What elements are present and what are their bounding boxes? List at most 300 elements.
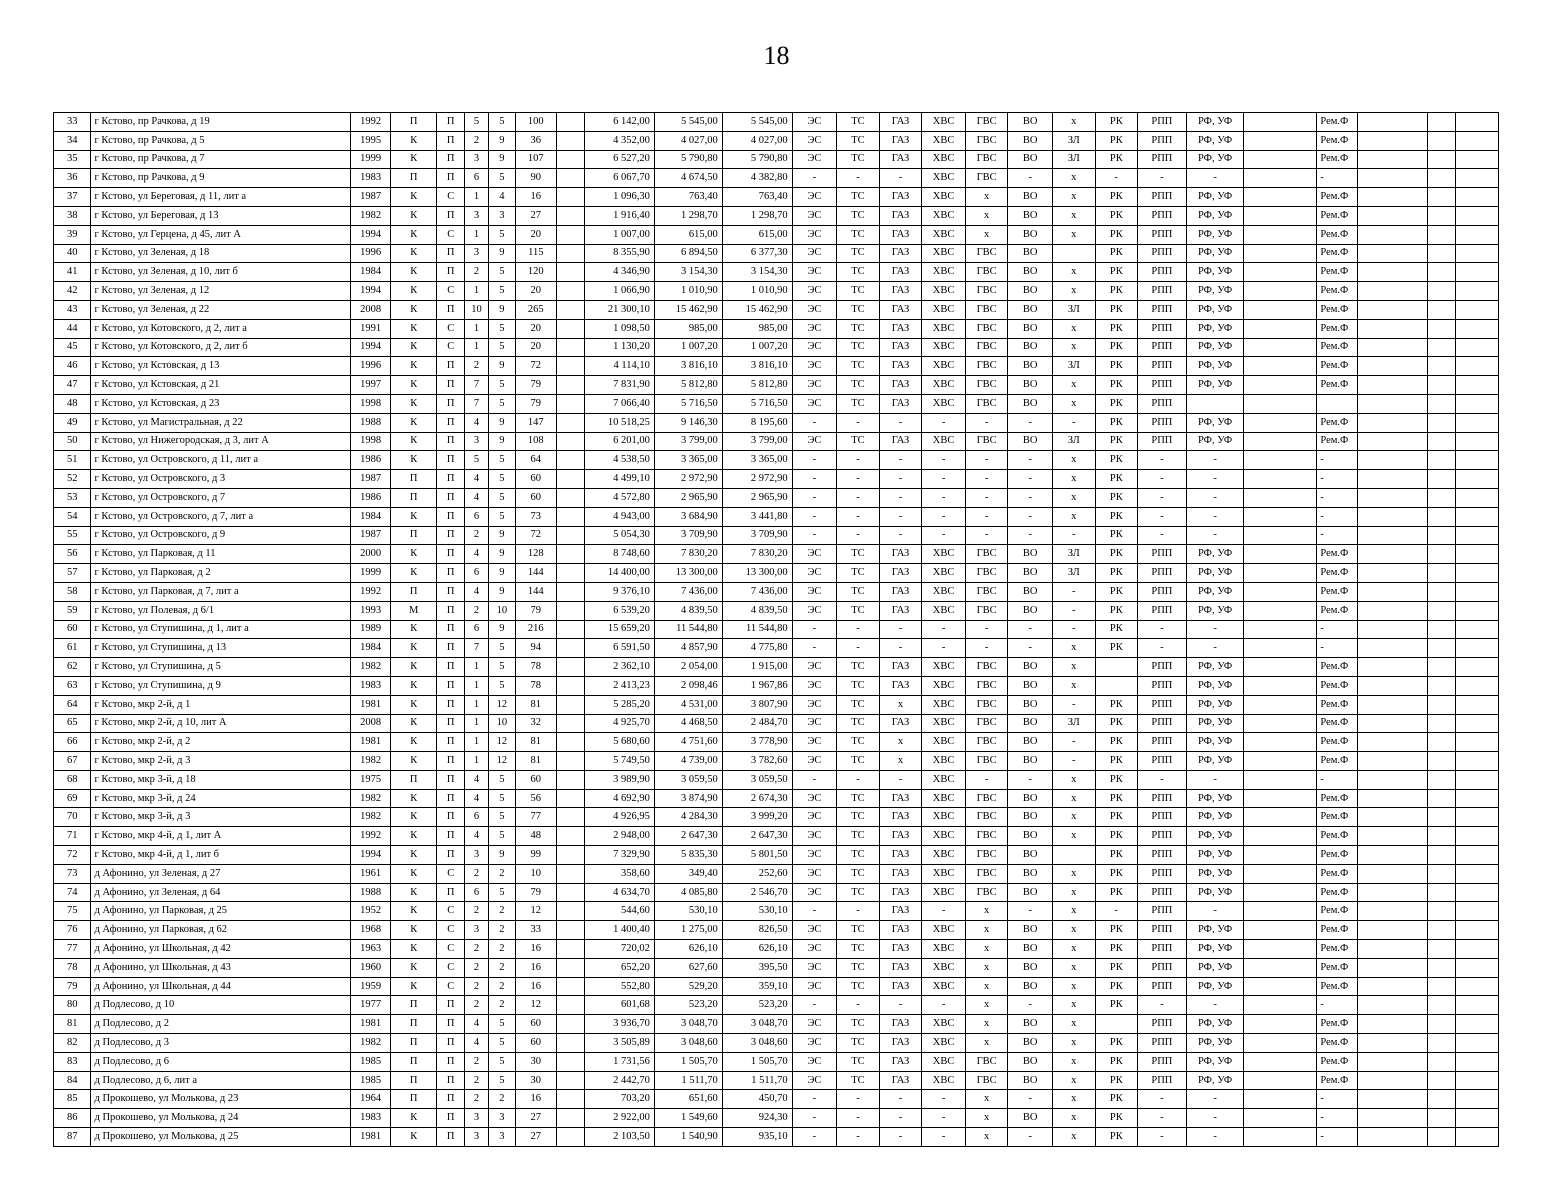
- cell-repair-fund: Рем.Ф: [1317, 846, 1358, 865]
- cell-blank-column-5: [1456, 470, 1499, 489]
- cell-blank-column-5: [1456, 1034, 1499, 1053]
- cell-blank-column-5: [1456, 883, 1499, 902]
- cell-electricity: ЭС: [792, 752, 837, 771]
- cell-facade-repair: -: [1186, 526, 1244, 545]
- cell-electricity: ЭС: [792, 564, 837, 583]
- cell-blank-column-4: [1427, 564, 1455, 583]
- cell-repair-fund: Рем.Ф: [1317, 338, 1358, 357]
- cell-facade-repair: РФ, УФ: [1186, 225, 1244, 244]
- cell-gas: ГАЗ: [879, 282, 922, 301]
- cell-living-area: 1 511,70: [654, 1071, 722, 1090]
- cell-row-number: 41: [54, 263, 91, 282]
- cell-sewerage: ВО: [1008, 545, 1053, 564]
- cell-structure-type-code: П: [437, 676, 465, 695]
- cell-repair-fund: Рем.Ф: [1317, 808, 1358, 827]
- cell-entrances-count: 3: [465, 921, 488, 940]
- cell-apartments-count: 60: [516, 770, 557, 789]
- cell-blank-column-3: [1357, 169, 1427, 188]
- cell-address: г Кстово, мкр 2-й, д 3: [91, 752, 350, 771]
- cell-address: г Кстово, ул Нижегородская, д 3, лит А: [91, 432, 350, 451]
- cell-facade-repair: РФ, УФ: [1186, 958, 1244, 977]
- cell-hot-water: х: [965, 977, 1008, 996]
- cell-address: г Кстово, ул Зеленая, д 10, лит б: [91, 263, 350, 282]
- cell-roof-repair: РК: [1095, 357, 1138, 376]
- cell-heating: -: [837, 169, 880, 188]
- cell-facade-repair: -: [1186, 507, 1244, 526]
- cell-cold-water: -: [922, 526, 966, 545]
- cell-living-area: 5 545,00: [654, 113, 722, 132]
- cell-repair-plan: РПП: [1138, 940, 1187, 959]
- cell-blank-column-4: [1427, 300, 1455, 319]
- cell-blank-column: [556, 864, 584, 883]
- cell-residential-area: 5 812,80: [722, 376, 792, 395]
- cell-gas: -: [879, 470, 922, 489]
- cell-heating: ТС: [837, 113, 880, 132]
- cell-facade-repair: РФ, УФ: [1186, 714, 1244, 733]
- cell-living-area: 1 275,00: [654, 921, 722, 940]
- cell-address: г Кстово, ул Кстовская, д 13: [91, 357, 350, 376]
- cell-structure-type-code: С: [437, 921, 465, 940]
- cell-sewerage: ВО: [1008, 958, 1053, 977]
- cell-repair-fund: -: [1317, 1128, 1358, 1147]
- cell-electricity: ЭС: [792, 188, 837, 207]
- cell-sewerage: -: [1008, 488, 1053, 507]
- cell-facade-repair: РФ, УФ: [1186, 206, 1244, 225]
- cell-address: г Кстово, ул Ступишина, д 5: [91, 658, 350, 677]
- cell-address: г Кстово, ул Береговая, д 11, лит а: [91, 188, 350, 207]
- cell-address: г Кстово, ул Кстовская, д 23: [91, 394, 350, 413]
- cell-gas: ГАЗ: [879, 827, 922, 846]
- cell-gas: ГАЗ: [879, 902, 922, 921]
- cell-entrances-count: 7: [465, 639, 488, 658]
- cell-roof-repair: -: [1095, 902, 1138, 921]
- cell-blank-column: [556, 282, 584, 301]
- cell-blank-column: [556, 113, 584, 132]
- cell-blank-column: [556, 1128, 584, 1147]
- cell-electricity: ЭС: [792, 319, 837, 338]
- cell-hot-water: х: [965, 1090, 1008, 1109]
- cell-living-area: 1 298,70: [654, 206, 722, 225]
- cell-blank-column-4: [1427, 827, 1455, 846]
- table-row: [54, 864, 1499, 883]
- cell-wall-material-code: К: [391, 714, 437, 733]
- cell-blank-column-3: [1357, 263, 1427, 282]
- cell-total-area: 3 989,90: [584, 770, 654, 789]
- cell-row-number: 40: [54, 244, 91, 263]
- cell-blank-column-3: [1357, 902, 1427, 921]
- cell-blank-column-3: [1357, 752, 1427, 771]
- cell-structure-type-code: П: [437, 394, 465, 413]
- cell-heating: -: [837, 1128, 880, 1147]
- cell-cold-water: -: [922, 470, 966, 489]
- cell-structure-type-code: С: [437, 864, 465, 883]
- cell-blank-column: [556, 752, 584, 771]
- table-row: [54, 695, 1499, 714]
- cell-floors-count: 5: [488, 451, 515, 470]
- cell-apartments-count: 265: [516, 300, 557, 319]
- cell-roof-repair: РК: [1095, 263, 1138, 282]
- cell-blank-column-5: [1456, 902, 1499, 921]
- cell-entrances-count: 6: [465, 883, 488, 902]
- cell-total-area: 3 936,70: [584, 1015, 654, 1034]
- cell-entrances-count: 2: [465, 601, 488, 620]
- cell-repair-plan: РПП: [1138, 244, 1187, 263]
- cell-living-area: 1 549,60: [654, 1109, 722, 1128]
- cell-repair-fund: Рем.Ф: [1317, 131, 1358, 150]
- cell-residential-area: 8 195,60: [722, 413, 792, 432]
- cell-sewerage: ВО: [1008, 394, 1053, 413]
- cell-hot-water: ГВС: [965, 676, 1008, 695]
- cell-electricity: ЭС: [792, 113, 837, 132]
- cell-repair-plan: РПП: [1138, 282, 1187, 301]
- cell-blank-column-2: [1244, 413, 1317, 432]
- cell-roof-repair: РК: [1095, 1034, 1138, 1053]
- cell-electricity: ЭС: [792, 827, 837, 846]
- cell-floors-count: 5: [488, 883, 515, 902]
- cell-blank-column-2: [1244, 1034, 1317, 1053]
- cell-living-area: 9 146,30: [654, 413, 722, 432]
- cell-heating: ТС: [837, 601, 880, 620]
- cell-blank-column-3: [1357, 940, 1427, 959]
- table-row: [54, 1128, 1499, 1147]
- cell-sewerage: ВО: [1008, 695, 1053, 714]
- cell-heating: ТС: [837, 188, 880, 207]
- cell-apartments-count: 79: [516, 376, 557, 395]
- cell-sewerage: ВО: [1008, 300, 1053, 319]
- cell-repair-fund: -: [1317, 1109, 1358, 1128]
- cell-year-built: 1952: [350, 902, 391, 921]
- cell-wall-material-code: К: [391, 263, 437, 282]
- cell-blank-column: [556, 676, 584, 695]
- cell-chute: х: [1052, 883, 1095, 902]
- cell-gas: ГАЗ: [879, 113, 922, 132]
- cell-electricity: -: [792, 169, 837, 188]
- cell-year-built: 1959: [350, 977, 391, 996]
- cell-residential-area: 5 801,50: [722, 846, 792, 865]
- cell-roof-repair: РК: [1095, 488, 1138, 507]
- cell-blank-column-5: [1456, 564, 1499, 583]
- cell-cold-water: ХВС: [922, 770, 966, 789]
- table-row: [54, 658, 1499, 677]
- cell-repair-fund: Рем.Ф: [1317, 244, 1358, 263]
- cell-chute: х: [1052, 770, 1095, 789]
- cell-living-area: 13 300,00: [654, 564, 722, 583]
- cell-hot-water: ГВС: [965, 883, 1008, 902]
- cell-repair-fund: Рем.Ф: [1317, 1052, 1358, 1071]
- cell-blank-column-4: [1427, 601, 1455, 620]
- cell-chute: х: [1052, 1090, 1095, 1109]
- cell-chute: ЗЛ: [1052, 300, 1095, 319]
- cell-blank-column-5: [1456, 582, 1499, 601]
- cell-structure-type-code: П: [437, 357, 465, 376]
- cell-repair-plan: РПП: [1138, 714, 1187, 733]
- cell-gas: -: [879, 413, 922, 432]
- cell-hot-water: ГВС: [965, 338, 1008, 357]
- cell-floors-count: 3: [488, 1109, 515, 1128]
- table-row: [54, 1034, 1499, 1053]
- cell-address: г Кстово, пр Рачкова, д 19: [91, 113, 350, 132]
- table-row: [54, 620, 1499, 639]
- cell-repair-fund: Рем.Ф: [1317, 582, 1358, 601]
- cell-structure-type-code: П: [437, 113, 465, 132]
- cell-repair-fund: -: [1317, 470, 1358, 489]
- cell-apartments-count: 30: [516, 1071, 557, 1090]
- table-row: [54, 338, 1499, 357]
- cell-hot-water: ГВС: [965, 432, 1008, 451]
- cell-heating: ТС: [837, 545, 880, 564]
- cell-facade-repair: РФ, УФ: [1186, 1034, 1244, 1053]
- cell-sewerage: ВО: [1008, 564, 1053, 583]
- table-row: [54, 1109, 1499, 1128]
- cell-residential-area: 5 716,50: [722, 394, 792, 413]
- cell-chute: ЗЛ: [1052, 545, 1095, 564]
- cell-sewerage: ВО: [1008, 432, 1053, 451]
- cell-wall-material-code: К: [391, 902, 437, 921]
- cell-blank-column-2: [1244, 1109, 1317, 1128]
- cell-facade-repair: РФ, УФ: [1186, 1052, 1244, 1071]
- cell-address: г Кстово, ул Ступишина, д 1, лит а: [91, 620, 350, 639]
- cell-blank-column-3: [1357, 131, 1427, 150]
- cell-cold-water: -: [922, 620, 966, 639]
- cell-wall-material-code: М: [391, 601, 437, 620]
- cell-heating: ТС: [837, 808, 880, 827]
- cell-apartments-count: 16: [516, 1090, 557, 1109]
- cell-repair-plan: -: [1138, 1128, 1187, 1147]
- cell-blank-column-5: [1456, 1015, 1499, 1034]
- cell-repair-fund: Рем.Ф: [1317, 1015, 1358, 1034]
- cell-living-area: 4 751,60: [654, 733, 722, 752]
- cell-blank-column-2: [1244, 131, 1317, 150]
- cell-floors-count: 2: [488, 1090, 515, 1109]
- cell-entrances-count: 2: [465, 1090, 488, 1109]
- cell-blank-column-4: [1427, 1090, 1455, 1109]
- cell-sewerage: -: [1008, 413, 1053, 432]
- cell-entrances-count: 2: [465, 864, 488, 883]
- cell-blank-column-4: [1427, 319, 1455, 338]
- cell-blank-column-2: [1244, 263, 1317, 282]
- cell-apartments-count: 78: [516, 676, 557, 695]
- cell-blank-column-2: [1244, 714, 1317, 733]
- cell-chute: х: [1052, 658, 1095, 677]
- cell-gas: ГАЗ: [879, 564, 922, 583]
- cell-blank-column-5: [1456, 996, 1499, 1015]
- cell-total-area: 5 749,50: [584, 752, 654, 771]
- cell-roof-repair: РК: [1095, 695, 1138, 714]
- cell-facade-repair: РФ, УФ: [1186, 883, 1244, 902]
- cell-floors-count: 2: [488, 977, 515, 996]
- cell-blank-column-4: [1427, 1128, 1455, 1147]
- cell-repair-fund: Рем.Ф: [1317, 827, 1358, 846]
- cell-blank-column: [556, 319, 584, 338]
- cell-floors-count: 2: [488, 921, 515, 940]
- table-row: [54, 319, 1499, 338]
- cell-blank-column: [556, 582, 584, 601]
- cell-apartments-count: 27: [516, 1109, 557, 1128]
- cell-total-area: 4 114,10: [584, 357, 654, 376]
- cell-floors-count: 5: [488, 639, 515, 658]
- cell-repair-fund: -: [1317, 996, 1358, 1015]
- cell-blank-column-3: [1357, 714, 1427, 733]
- cell-electricity: ЭС: [792, 1071, 837, 1090]
- cell-blank-column-3: [1357, 977, 1427, 996]
- cell-row-number: 36: [54, 169, 91, 188]
- cell-wall-material-code: К: [391, 376, 437, 395]
- cell-blank-column: [556, 921, 584, 940]
- cell-facade-repair: РФ, УФ: [1186, 864, 1244, 883]
- cell-electricity: ЭС: [792, 357, 837, 376]
- cell-electricity: ЭС: [792, 921, 837, 940]
- cell-structure-type-code: П: [437, 1015, 465, 1034]
- cell-floors-count: 5: [488, 1015, 515, 1034]
- cell-living-area: 4 468,50: [654, 714, 722, 733]
- cell-sewerage: ВО: [1008, 225, 1053, 244]
- cell-facade-repair: РФ, УФ: [1186, 789, 1244, 808]
- cell-blank-column: [556, 827, 584, 846]
- cell-facade-repair: -: [1186, 639, 1244, 658]
- cell-living-area: 349,40: [654, 864, 722, 883]
- cell-chute: х: [1052, 188, 1095, 207]
- cell-cold-water: ХВС: [922, 1015, 966, 1034]
- cell-living-area: 4 531,00: [654, 695, 722, 714]
- cell-wall-material-code: К: [391, 225, 437, 244]
- cell-blank-column-3: [1357, 846, 1427, 865]
- cell-roof-repair: РК: [1095, 131, 1138, 150]
- cell-structure-type-code: П: [437, 582, 465, 601]
- cell-blank-column-3: [1357, 601, 1427, 620]
- cell-address: д Прокошево, ул Молькова, д 24: [91, 1109, 350, 1128]
- cell-repair-plan: РПП: [1138, 357, 1187, 376]
- cell-year-built: 1991: [350, 319, 391, 338]
- cell-wall-material-code: К: [391, 451, 437, 470]
- cell-blank-column-4: [1427, 733, 1455, 752]
- cell-structure-type-code: П: [437, 545, 465, 564]
- cell-row-number: 79: [54, 977, 91, 996]
- cell-living-area: 626,10: [654, 940, 722, 959]
- cell-facade-repair: РФ, УФ: [1186, 921, 1244, 940]
- cell-roof-repair: РК: [1095, 413, 1138, 432]
- cell-gas: -: [879, 526, 922, 545]
- cell-total-area: 1 096,30: [584, 188, 654, 207]
- cell-address: г Кстово, пр Рачкова, д 7: [91, 150, 350, 169]
- cell-hot-water: ГВС: [965, 357, 1008, 376]
- cell-floors-count: 5: [488, 1034, 515, 1053]
- cell-blank-column-4: [1427, 752, 1455, 771]
- cell-blank-column-5: [1456, 827, 1499, 846]
- cell-structure-type-code: П: [437, 714, 465, 733]
- cell-address: д Афонино, ул Зеленая, д 64: [91, 883, 350, 902]
- cell-floors-count: 5: [488, 1071, 515, 1090]
- cell-apartments-count: 16: [516, 188, 557, 207]
- cell-blank-column-2: [1244, 902, 1317, 921]
- cell-structure-type-code: П: [437, 451, 465, 470]
- cell-row-number: 78: [54, 958, 91, 977]
- cell-floors-count: 5: [488, 1052, 515, 1071]
- cell-row-number: 51: [54, 451, 91, 470]
- cell-entrances-count: 3: [465, 1109, 488, 1128]
- cell-apartments-count: 60: [516, 488, 557, 507]
- table-row: [54, 244, 1499, 263]
- cell-gas: ГАЗ: [879, 921, 922, 940]
- cell-apartments-count: 94: [516, 639, 557, 658]
- cell-sewerage: ВО: [1008, 206, 1053, 225]
- cell-entrances-count: 3: [465, 150, 488, 169]
- cell-row-number: 72: [54, 846, 91, 865]
- cell-blank-column-5: [1456, 1052, 1499, 1071]
- table-row: [54, 300, 1499, 319]
- cell-blank-column: [556, 432, 584, 451]
- cell-blank-column-2: [1244, 958, 1317, 977]
- cell-residential-area: 3 048,60: [722, 1034, 792, 1053]
- cell-living-area: 985,00: [654, 319, 722, 338]
- cell-repair-plan: РПП: [1138, 432, 1187, 451]
- cell-wall-material-code: К: [391, 357, 437, 376]
- cell-structure-type-code: П: [437, 1052, 465, 1071]
- cell-wall-material-code: К: [391, 564, 437, 583]
- cell-apartments-count: 60: [516, 470, 557, 489]
- table-row: [54, 846, 1499, 865]
- cell-blank-column-2: [1244, 1052, 1317, 1071]
- cell-electricity: ЭС: [792, 940, 837, 959]
- cell-heating: -: [837, 488, 880, 507]
- cell-structure-type-code: П: [437, 507, 465, 526]
- cell-wall-material-code: К: [391, 206, 437, 225]
- cell-row-number: 83: [54, 1052, 91, 1071]
- cell-gas: х: [879, 733, 922, 752]
- cell-address: д Подлесово, д 10: [91, 996, 350, 1015]
- cell-roof-repair: РК: [1095, 977, 1138, 996]
- cell-roof-repair: РК: [1095, 808, 1138, 827]
- cell-repair-plan: РПП: [1138, 1034, 1187, 1053]
- cell-cold-water: ХВС: [922, 1071, 966, 1090]
- cell-heating: -: [837, 526, 880, 545]
- cell-total-area: 1 007,00: [584, 225, 654, 244]
- cell-blank-column-3: [1357, 1090, 1427, 1109]
- table-row: [54, 1015, 1499, 1034]
- cell-total-area: 1 130,20: [584, 338, 654, 357]
- cell-gas: ГАЗ: [879, 1052, 922, 1071]
- cell-entrances-count: 2: [465, 1052, 488, 1071]
- cell-floors-count: 9: [488, 526, 515, 545]
- cell-year-built: 1994: [350, 225, 391, 244]
- cell-year-built: 1964: [350, 1090, 391, 1109]
- cell-repair-plan: РПП: [1138, 338, 1187, 357]
- cell-entrances-count: 4: [465, 488, 488, 507]
- cell-entrances-count: 4: [465, 545, 488, 564]
- cell-electricity: -: [792, 470, 837, 489]
- cell-blank-column-4: [1427, 113, 1455, 132]
- table-row: [54, 432, 1499, 451]
- cell-electricity: -: [792, 770, 837, 789]
- cell-apartments-count: 73: [516, 507, 557, 526]
- cell-roof-repair: РК: [1095, 150, 1138, 169]
- cell-year-built: 2008: [350, 714, 391, 733]
- cell-gas: х: [879, 695, 922, 714]
- cell-sewerage: -: [1008, 169, 1053, 188]
- cell-roof-repair: РК: [1095, 113, 1138, 132]
- cell-entrances-count: 6: [465, 808, 488, 827]
- cell-chute: ЗЛ: [1052, 714, 1095, 733]
- cell-roof-repair: РК: [1095, 733, 1138, 752]
- cell-wall-material-code: П: [391, 113, 437, 132]
- cell-cold-water: ХВС: [922, 714, 966, 733]
- cell-heating: ТС: [837, 1015, 880, 1034]
- cell-total-area: 703,20: [584, 1090, 654, 1109]
- cell-cold-water: ХВС: [922, 131, 966, 150]
- cell-gas: -: [879, 488, 922, 507]
- cell-blank-column-4: [1427, 676, 1455, 695]
- cell-wall-material-code: К: [391, 977, 437, 996]
- cell-blank-column-2: [1244, 1090, 1317, 1109]
